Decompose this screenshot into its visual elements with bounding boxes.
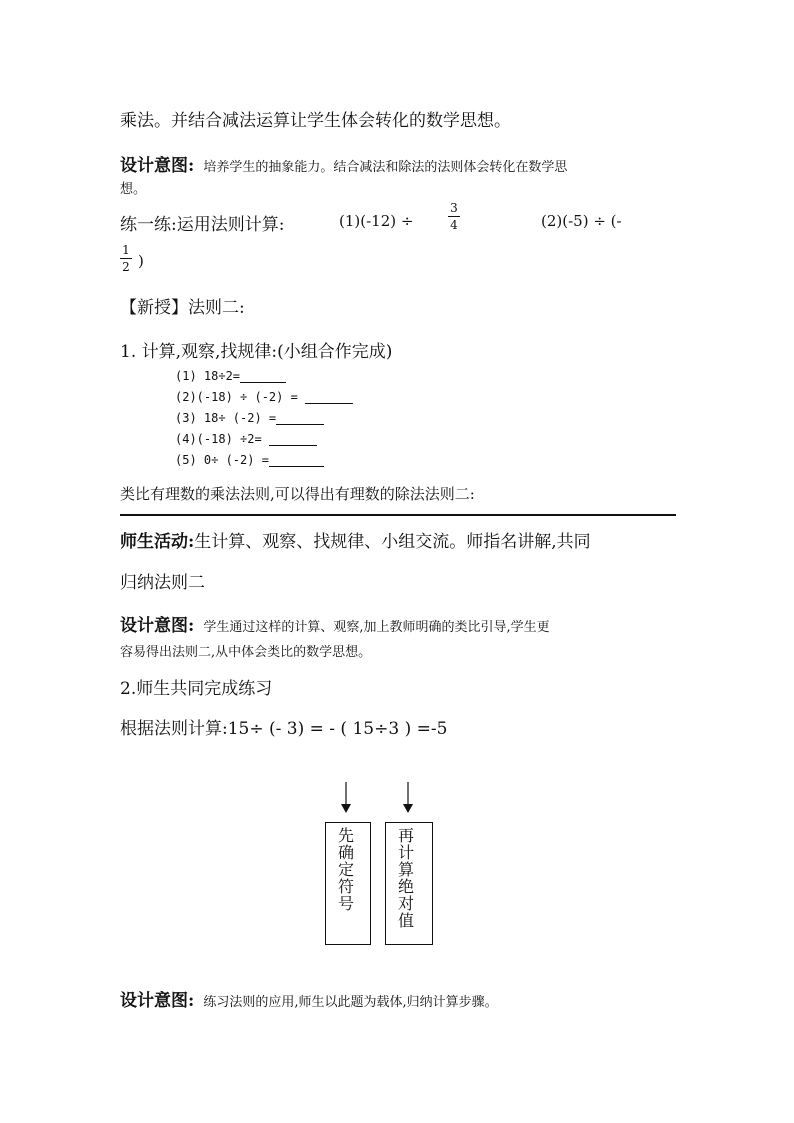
design-intent-label: 设计意图: — [120, 156, 195, 176]
box-char: 确 — [337, 843, 354, 862]
fraction-denominator: 2 — [122, 260, 130, 274]
new-teaching-heading: 【新授】法则二: — [120, 298, 245, 318]
exercise-5 — [175, 453, 324, 467]
design-intent-1 — [120, 151, 567, 176]
fraction-numerator: 1 — [122, 243, 130, 257]
rule-calculation: 根据法则计算:15÷ (- 3) = - ( 15÷3 ) =-5 — [120, 719, 448, 739]
answer-blank[interactable] — [305, 390, 353, 404]
design-intent-1-cont: 想。 — [120, 182, 147, 197]
answer-blank[interactable] — [276, 411, 324, 425]
text-line-conversion: 乘法。并结合减法运算让学生体会转化的数学思想。 — [120, 111, 511, 131]
box-char: 符 — [337, 877, 354, 896]
answer-blank[interactable] — [269, 453, 324, 467]
design-intent-text: 培养学生的抽象能力。结合减法和除法的法则体会转化在数学思 — [203, 160, 568, 175]
box-char: 号 — [337, 894, 354, 913]
activity-label: 师生活动: — [120, 532, 195, 552]
practice-item-1: (1)(-12) ÷ — [339, 212, 414, 230]
box-char: 对 — [397, 894, 414, 913]
box-char: 定 — [337, 860, 354, 879]
determine-sign-box — [325, 822, 371, 945]
box-char: 计 — [397, 843, 414, 862]
answer-blank[interactable] — [240, 369, 286, 383]
design-intent-text: 练习法则的应用,师生以此题为载体,归纳计算步骤。 — [203, 995, 498, 1010]
box-char: 绝 — [397, 877, 414, 896]
exercise-1 — [175, 369, 286, 383]
design-intent-label: 设计意图: — [120, 616, 195, 636]
design-intent-3 — [120, 986, 498, 1011]
answer-blank[interactable] — [269, 432, 317, 446]
fraction-denominator: 4 — [450, 218, 458, 232]
exercise-4 — [175, 432, 317, 446]
task-2-title: 2.师生共同完成练习 — [120, 679, 273, 699]
design-intent-2 — [120, 611, 550, 636]
design-intent-label: 设计意图: — [120, 991, 195, 1011]
design-intent-text: 学生通过这样的计算、观察,加上教师明确的类比引导,学生更 — [203, 620, 550, 635]
exercise-text: (5) 0÷ (-2) = — [175, 453, 269, 467]
compute-absolute-value-box — [385, 822, 433, 945]
activity-text-cont: 归纳法则二 — [120, 573, 205, 593]
exercise-2 — [175, 390, 353, 404]
exercise-3 — [175, 411, 324, 425]
down-arrow-icon — [338, 782, 354, 814]
practice-item-2: (2)(-5) ÷ (- — [541, 212, 622, 230]
fraction-numerator: 3 — [450, 201, 458, 215]
fraction-three-quarters — [448, 201, 460, 232]
box-char: 先 — [337, 826, 354, 845]
fraction-one-half — [120, 243, 132, 274]
exercise-text: (1) 18÷2= — [175, 369, 241, 383]
design-intent-2-cont: 容易得出法则二,从中体会类比的数学思想。 — [120, 645, 372, 660]
box-char: 再 — [397, 826, 414, 845]
analogy-statement: 类比有理数的乘法法则,可以得出有理数的除法法则二: — [120, 485, 475, 503]
exercise-text: (4)(-18) ÷2= — [175, 432, 269, 446]
box-char: 值 — [397, 911, 414, 930]
exercise-text: (2)(-18) ÷ (-2) = — [175, 390, 306, 404]
task-1-title: 1. 计算,观察,找规律:(小组合作完成) — [120, 342, 393, 362]
box-char: 算 — [397, 860, 414, 879]
practice-label: 练一练:运用法则计算: — [120, 215, 285, 235]
exercise-text: (3) 18÷ (-2) = — [175, 411, 277, 425]
teacher-student-activity — [120, 527, 591, 552]
section-divider — [120, 514, 676, 516]
down-arrow-icon — [400, 782, 416, 814]
activity-text: 生计算、观察、找规律、小组交流。师指名讲解,共同 — [194, 532, 591, 552]
practice-close-paren: ) — [138, 252, 144, 270]
